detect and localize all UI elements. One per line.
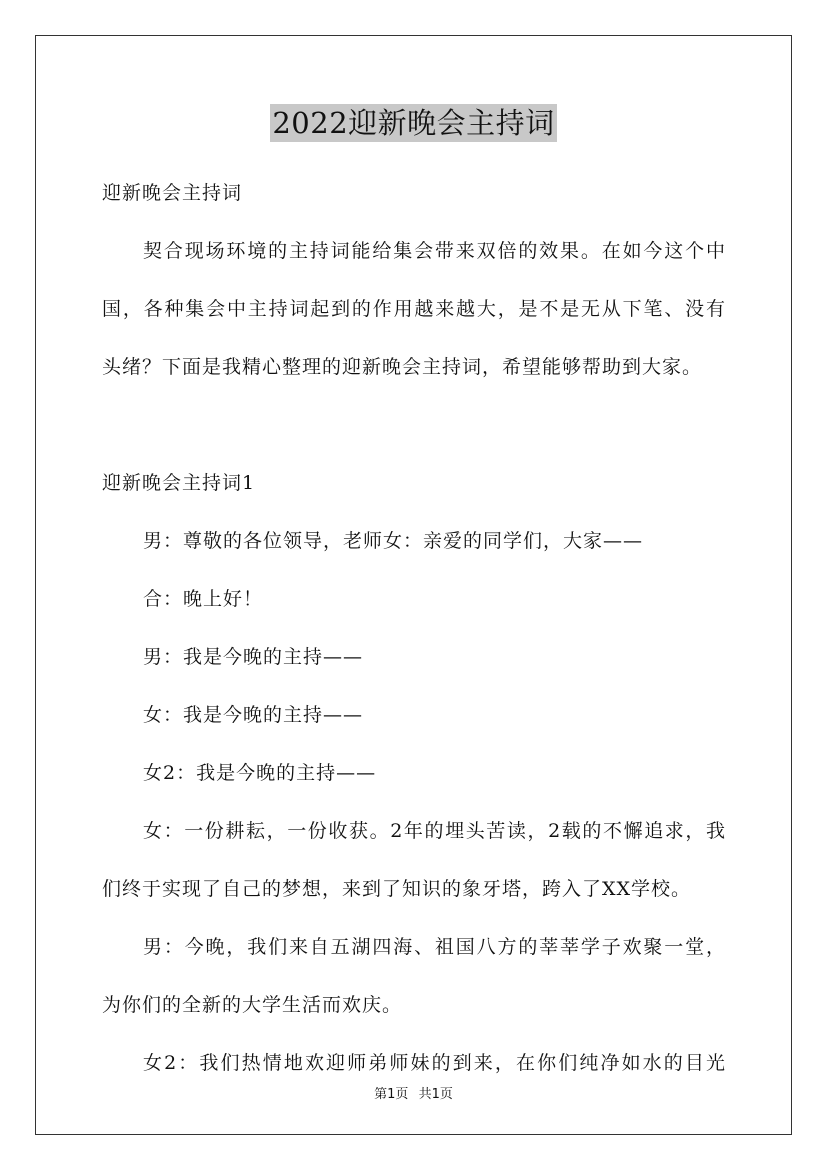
dialogue-line: 们终于实现了自己的梦想，来到了知识的象牙塔，跨入了XX学校。 — [102, 878, 692, 900]
dialogue-line: 男：今晚，我们来自五湖四海、祖国八方的莘莘学子欢聚一堂， — [143, 936, 726, 958]
section-heading: 迎新晚会主持词1 — [102, 472, 256, 494]
page-number: 第1页 — [374, 1087, 409, 1102]
paragraph-line: 契合现场环境的主持词能给集会带来双倍的效果。在如今这个中 — [143, 240, 726, 262]
dialogue-line: 女2：我们热情地欢迎师弟师妹的到来，在你们纯净如水的目光 — [143, 1052, 726, 1074]
dialogue-line: 男：我是今晚的主持—— — [143, 646, 364, 668]
dialogue-line: 合：晚上好！ — [143, 588, 264, 610]
page-total: 共1页 — [418, 1087, 453, 1102]
title-container — [0, 104, 827, 142]
dialogue-line: 男：尊敬的各位领导，老师女：亲爱的同学们，大家—— — [143, 530, 644, 552]
dialogue-line: 女：一份耕耘，一份收获。2年的埋头苦读，2载的不懈追求，我 — [143, 820, 726, 842]
paragraph-line: 头绪？下面是我精心整理的迎新晚会主持词，希望能够帮助到大家。 — [102, 356, 703, 378]
dialogue-line: 女：我是今晚的主持—— — [143, 704, 364, 726]
document-title: 2022迎新晚会主持词 — [272, 106, 555, 140]
page-footer — [0, 1083, 827, 1102]
dialogue-line: 为你们的全新的大学生活而欢庆。 — [102, 994, 403, 1016]
document-body — [102, 164, 726, 1092]
dialogue-line: 女2：我是今晚的主持—— — [143, 762, 377, 784]
section-heading: 迎新晚会主持词 — [102, 182, 243, 204]
paragraph-line: 国，各种集会中主持词起到的作用越来越大，是不是无从下笔、没有 — [102, 298, 726, 320]
blank-line — [102, 396, 726, 454]
